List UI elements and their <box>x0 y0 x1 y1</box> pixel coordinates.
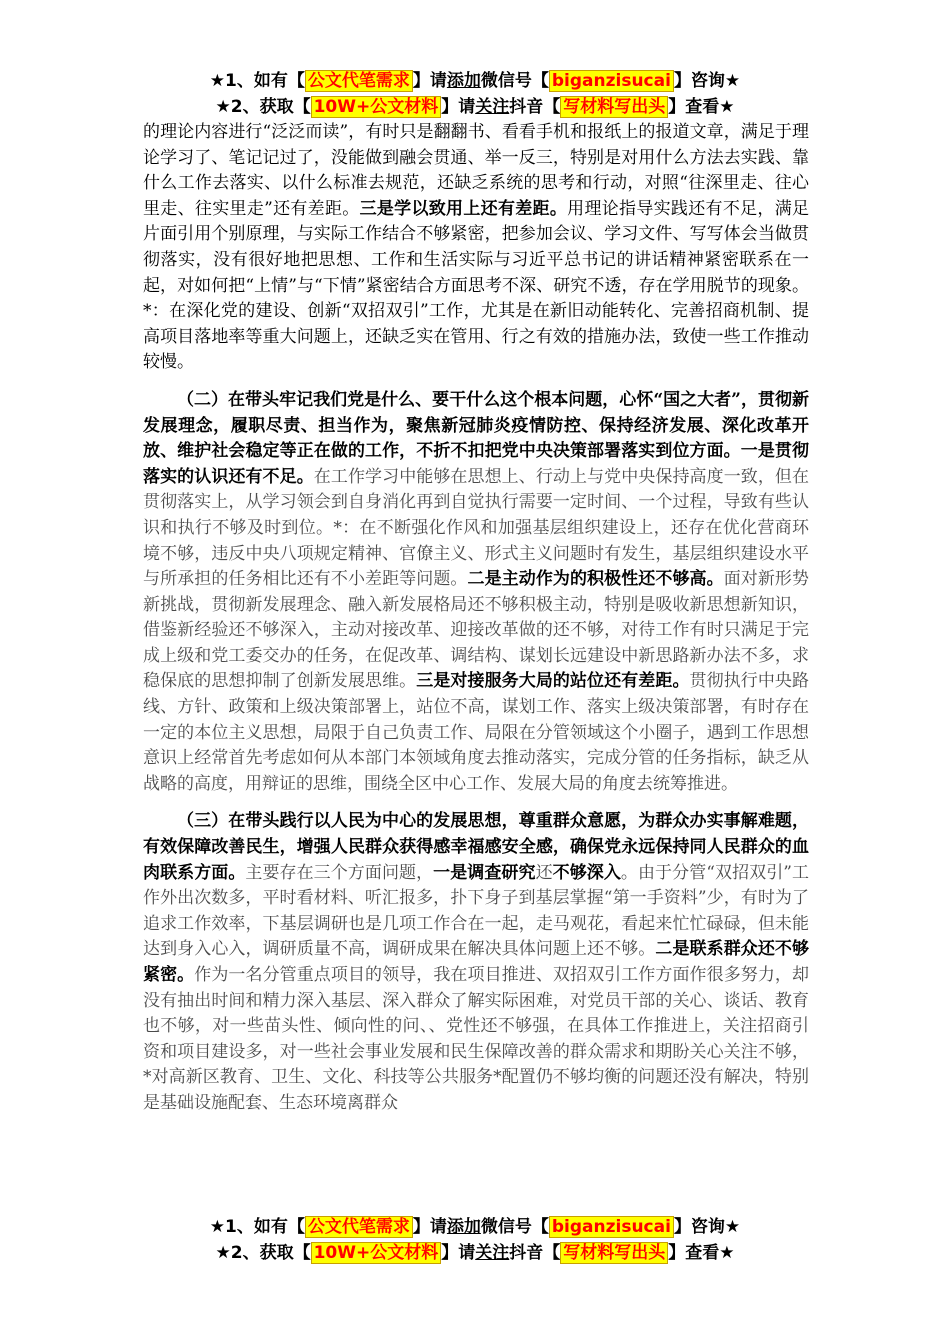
paragraph-1: 的理论内容进行“泛泛而读”，有时只是翻翻书、看看手机和报纸上的报道文章，满足于理论学习了、笔记记过了，没能做到融会贯通、举一反三，特别是对用什么方法去实践、靠什么工作去落实、以什么标准去规范，还缺乏系统的思考和行动，对照“往深里走、往心里走、往实里走”还有差距。三是学以致用上还有差距。用理论指导实践还有不足，满足片面引用个别原理，与实际工作结合不够紧密，把参加会议、学习文件、写写体会当做贯彻落实，没有很好地把思想、工作和生活实际与习近平总书记的讲话精神紧密联系在一起，对如何把“上情”与“下情”紧密结合方面思考不深、研究不透，存在学用脱节的现象。*：在深化党的建设、创新“双招双引”工作，尤其是在新旧动能转化、完善招商机制、提高项目落地率等重大问题上，还缺乏实在管用、行之有效的措施办法，致使一些工作推动较慢。 <box>143 122 810 373</box>
promo-banner-top <box>0 68 950 120</box>
paragraph-2: （二）在带头牢记我们党是什么、要干什么这个根本问题，心怀“国之大者”，贯彻新发展理念，履职尽责、担当作为，聚焦新冠肺炎疫情防控、保持经济发展、深化改革开放、维护社会稳定等正在做的工作，不折不扣把党中央决策部署落实到位方面。一是贯彻落实的认识还有不足。在工作学习中能够在思想上、行动上与党中央保持高度一致，但在贯彻落实上，从学习领会到自身消化再到自觉执行需要一定时间、一个过程，导致有些认识和执行不够及时到位。*：在不断强化作风和加强基层组织建设上，还存在优化营商环境不够，违反中央八项规定精神、官僚主义、形式主义问题时有发生，基层组织建设水平与所承担的任务相比还有不小差距等问题。二是主动作为的积极性还不够高。面对新形势新挑战，贯彻新发展理念、融入新发展格局还不够积极主动，特别是吸收新思想新知识，借鉴新经验还不够深入，主动对接改革、迎接改革做的还不够，对待工作有时只满足于完成上级和党工委交办的任务，在促改革、调结构、谋划长远建设中新思路新办法不多，求稳保底的思想抑制了创新发展思维。三是对接服务大局的站位还有差距。贯彻执行中央路线、方针、政策和上级决策部署上，站位不高，谋划工作、落实上级决策部署，有时存在一定的本位主义思想，局限于自己负责工作、局限在分管领域这个小圈子，遇到工作思想意识上经常首先考虑如何从本部门本领域角度去推动落实，完成分管的任务指标，缺乏从战略的高度，用辩证的思维，围绕全区中心工作、发展大局的角度去统筹推进。 <box>143 389 810 794</box>
point-heading: 三是对接服务大局的站位还有差距。 <box>416 671 690 692</box>
promo-banner-bottom <box>0 1214 950 1266</box>
section-heading-2: （二）在带头牢记我们党是什么、要干什么这个根本问题，心怀“国之大者”，贯彻新发展理念，履职尽责、担当作为，聚焦新冠肺炎疫情防控、保持经济发展、深化改革开放、维护社会稳定等正在做的工作，不折不扣把党中央决策部署落实到位方面。 <box>143 389 809 462</box>
point-heading: 二是主动作为的积极性还不够高。 <box>467 569 724 590</box>
highlight-service: 公文代笔需求 <box>305 1216 413 1238</box>
highlight-materials: 10W+公文材料 <box>311 1242 442 1264</box>
highlight-materials: 10W+公文材料 <box>311 96 442 118</box>
promo-line-1: ★1、如有【 公文代笔需求 】请添加微信号【 biganzisucai 】咨询★ <box>209 71 741 91</box>
highlight-wechat-id: biganzisucai <box>549 70 674 92</box>
highlight-service: 公文代笔需求 <box>305 70 413 92</box>
point-heading: 不够深入 <box>552 862 621 883</box>
highlight-douyin-account: 写材料写出头 <box>560 96 668 118</box>
promo-line-2: ★2、获取【 10W+公文材料 】请关注抖音【 写材料写出头 】查看★ <box>215 97 735 117</box>
document-body <box>143 120 809 1117</box>
highlight-wechat-id: biganzisucai <box>549 1216 674 1238</box>
point-heading: 三是学以致用上还有差距。 <box>359 198 568 219</box>
promo-line-1: ★1、如有【 公文代笔需求 】请添加微信号【 biganzisucai 】咨询★ <box>209 1217 741 1237</box>
highlight-douyin-account: 写材料写出头 <box>560 1242 668 1264</box>
promo-line-2: ★2、获取【 10W+公文材料 】请关注抖音【 写材料写出头 】查看★ <box>215 1243 735 1263</box>
point-heading: 二是联系群众还不够紧密。 <box>143 939 810 985</box>
paragraph-3: （三）在带头践行以人民为中心的发展思想，尊重群众意愿，为群众办实事解难题，有效保障改善民生，增强人民群众获得感幸福感安全感，确保党永远保持同人民群众的血肉联系方面。主要存在三个方面问题，一是调查研究还不够深入。由于分管“双招双引”工作外出次数多，平时看材料、听汇报多，扑下身子到基层掌握“第一手资料”少，有时为了追求工作效率，下基层调研也是几项工作合在一起，走马观花，看起来忙忙碌碌，但未能达到身入心入，调研质量不高，调研成果在解决具体问题上还不够。二是联系群众还不够紧密。作为一名分管重点项目的领导，我在项目推进、双招双引工作方面作很多努力，却没有抽出时间和精力深入基层、深入群众了解实际困难，对党员干部的关心、谈话、教育也不够，对一些苗头性、倾向性的问、、党性还不够强，在具体工作推进上，关注招商引资和项目建设多，对一些社会事业发展和民生保障改善的群众需求和期盼关心关注不够，*对高新区教育、卫生、文化、科技等公共服务*配置仍不够均衡的问题还没有解决，特别是基础设施配套、生态环境离群众 <box>143 811 810 1113</box>
point-heading: 一是调查研究 <box>433 862 536 883</box>
section-heading-3: （三）在带头践行以人民为中心的发展思想，尊重群众意愿，为群众办实事解难题，有效保障改善民生，增强人民群众获得感幸福感安全感，确保党永远保持同人民群众的血肉联系方面。 <box>143 811 809 883</box>
point-heading: 一是贯彻落实的认识还有不足。 <box>143 441 810 487</box>
